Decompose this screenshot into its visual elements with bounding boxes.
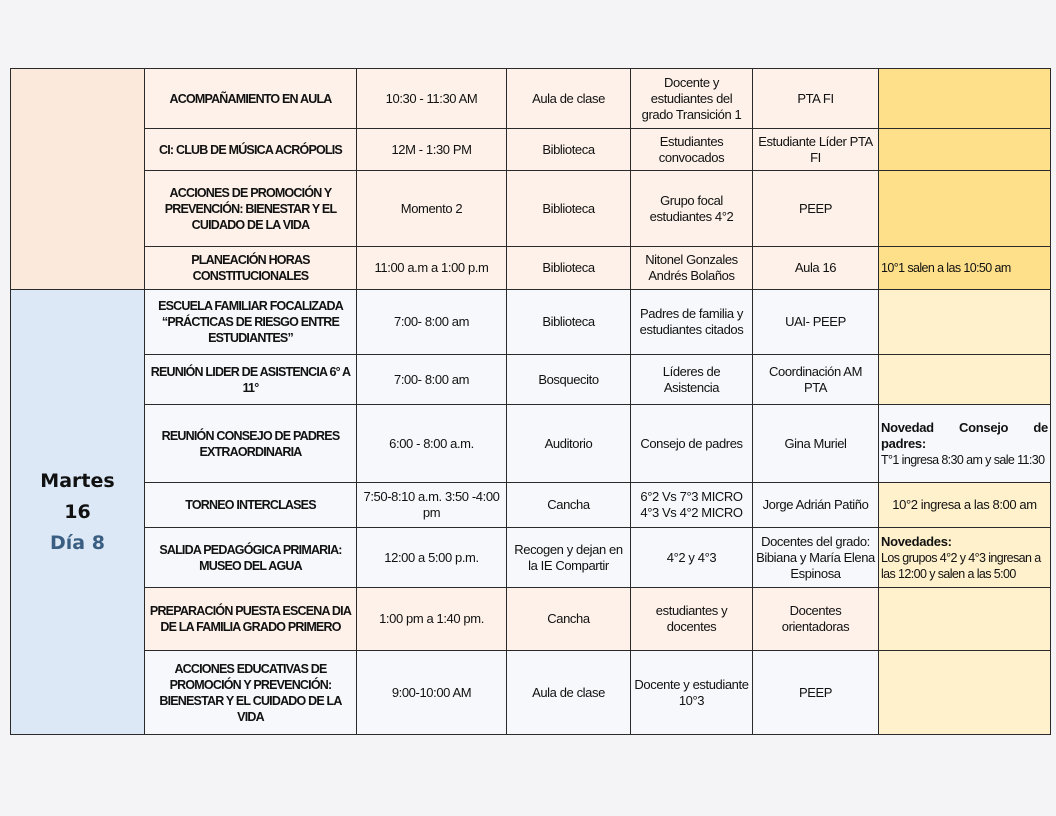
place-cell: Biblioteca [507,129,631,171]
activity-cell: CI: CLUB DE MÚSICA ACRÓPOLIS [145,129,357,171]
notes-cell [879,355,1051,405]
notes-cell [879,171,1051,247]
notes-cell [879,290,1051,355]
notes-cell [879,405,1051,483]
responsible-cell: PEEP [753,651,879,735]
activity-cell: PREPARACIÓN PUESTA ESCENA DIA DE LA FAMILIA GRADO PRIMERO [145,588,357,651]
place-cell: Biblioteca [507,247,631,290]
place-cell: Cancha [507,588,631,651]
time-cell: 7:00- 8:00 am [357,355,507,405]
participants-cell: Líderes de Asistencia [631,355,753,405]
activity-cell: ESCUELA FAMILIAR FOCALIZADA “PRÁCTICAS DE RIESGO ENTRE ESTUDIANTES” [145,290,357,355]
notes-cell [879,69,1051,129]
notes-cell [879,528,1051,588]
table-row [11,588,1051,651]
place-cell: Aula de clase [507,69,631,129]
place-cell: Bosquecito [507,355,631,405]
notes-title: Novedades: [881,533,952,549]
date-number: 16 [64,500,91,523]
time-cell: 12:00 a 5:00 p.m. [357,528,507,588]
responsible-cell: Docentes del grado: Bibiana y María Elena Espinosa [753,528,879,588]
place-cell: Aula de clase [507,651,631,735]
table-row [11,247,1051,290]
table-row [11,129,1051,171]
participants-cell: Grupo focal estudiantes 4°2 [631,171,753,247]
schedule-table [10,68,1051,735]
table-row [11,290,1051,355]
participants-cell: Padres de familia y estudiantes citados [631,290,753,355]
responsible-cell: PEEP [753,171,879,247]
notes-cell [879,129,1051,171]
place-cell: Auditorio [507,405,631,483]
day-label [14,466,141,559]
place-cell: Biblioteca [507,171,631,247]
place-cell: Biblioteca [507,290,631,355]
time-cell: 6:00 - 8:00 a.m. [357,405,507,483]
responsible-cell: Docentes orientadoras [753,588,879,651]
notes-cell: 10°1 salen a las 10:50 am [879,247,1051,290]
activity-cell: ACOMPAÑAMIENTO EN AULA [145,69,357,129]
day-cell-martes-16 [11,290,145,735]
responsible-cell: Jorge Adrián Patiño [753,483,879,528]
table-row [11,405,1051,483]
table-row [11,355,1051,405]
participants-cell: Consejo de padres [631,405,753,483]
table-row [11,483,1051,528]
table-row [11,171,1051,247]
notes-cell: 10°2 ingresa a las 8:00 am [879,483,1051,528]
activity-cell: PLANEACIÓN HORAS CONSTITUCIONALES [145,247,357,290]
notes-cell [879,651,1051,735]
school-day-label: Día 8 [50,531,105,554]
time-cell: 10:30 - 11:30 AM [357,69,507,129]
responsible-cell: PTA FI [753,69,879,129]
activity-cell: ACCIONES DE PROMOCIÓN Y PREVENCIÓN: BIENESTAR Y EL CUIDADO DE LA VIDA [145,171,357,247]
weekday-label: Martes [40,469,115,492]
table-row [11,528,1051,588]
responsible-cell: UAI- PEEP [753,290,879,355]
responsible-cell: Gina Muriel [753,405,879,483]
time-cell: 11:00 a.m a 1:00 p.m [357,247,507,290]
participants-cell: Estudiantes convocados [631,129,753,171]
time-cell: 7:00- 8:00 am [357,290,507,355]
activity-cell: REUNIÓN LIDER DE ASISTENCIA 6° A 11° [145,355,357,405]
notes-title: Novedad Consejo de padres: [881,419,1048,451]
time-cell: 12M - 1:30 PM [357,129,507,171]
time-cell: 9:00-10:00 AM [357,651,507,735]
participants-cell: 6°2 Vs 7°3 MICRO 4°3 Vs 4°2 MICRO [631,483,753,528]
notes-text: Los grupos 4°2 y 4°3 ingresan a las 12:00 y salen a las 5:00 [881,550,1041,581]
activity-cell: REUNIÓN CONSEJO DE PADRES EXTRAORDINARIA [145,405,357,483]
table-row [11,69,1051,129]
participants-cell: 4°2 y 4°3 [631,528,753,588]
time-cell: 7:50-8:10 a.m. 3:50 -4:00 pm [357,483,507,528]
activity-cell: SALIDA PEDAGÓGICA PRIMARIA: MUSEO DEL AGUA [145,528,357,588]
activity-cell: ACCIONES EDUCATIVAS DE PROMOCIÓN Y PREVENCIÓN: BIENESTAR Y EL CUIDADO DE LA VIDA [145,651,357,735]
day-cell-previous [11,69,145,290]
place-cell: Cancha [507,483,631,528]
participants-cell: Nitonel Gonzales Andrés Bolaños [631,247,753,290]
time-cell: 1:00 pm a 1:40 pm. [357,588,507,651]
responsible-cell: Coordinación AM PTA [753,355,879,405]
participants-cell: Docente y estudiante 10°3 [631,651,753,735]
activity-cell: TORNEO INTERCLASES [145,483,357,528]
participants-cell: Docente y estudiantes del grado Transición 1 [631,69,753,129]
participants-cell: estudiantes y docentes [631,588,753,651]
notes-cell [879,588,1051,651]
place-cell: Recogen y dejan en la IE Compartir [507,528,631,588]
time-cell: Momento 2 [357,171,507,247]
responsible-cell: Aula 16 [753,247,879,290]
table-row [11,651,1051,735]
responsible-cell: Estudiante Líder PTA FI [753,129,879,171]
notes-text: T°1 ingresa 8:30 am y sale 11:30 [881,452,1045,467]
